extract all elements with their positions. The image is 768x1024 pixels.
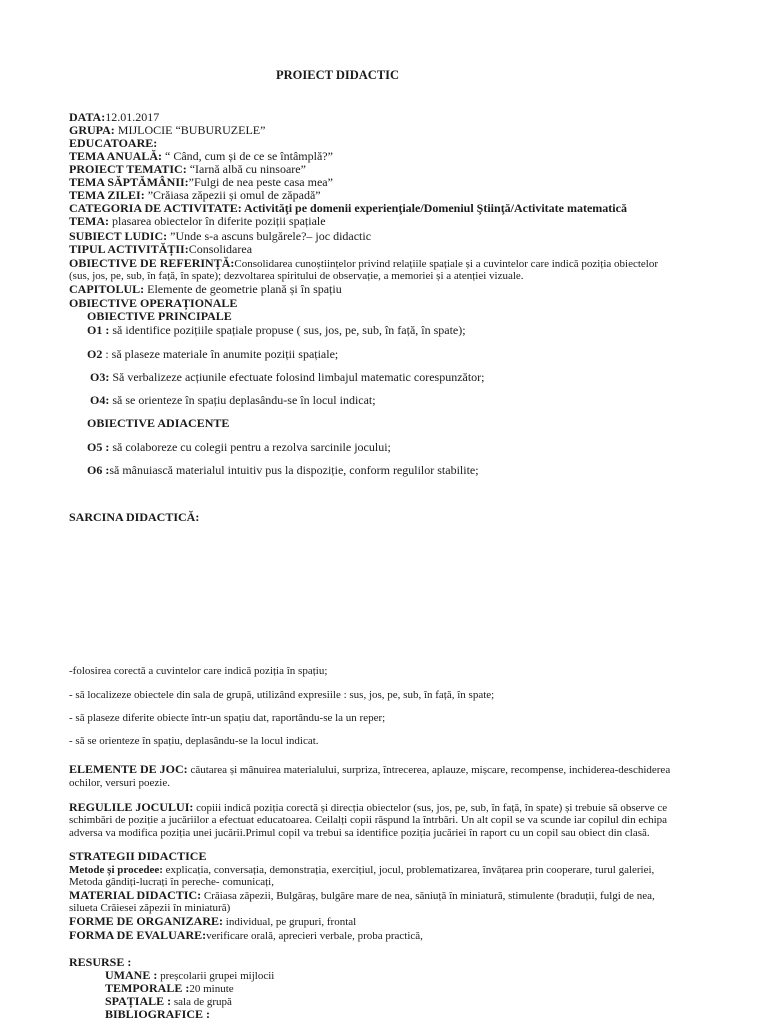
o4-label: O4: [90, 393, 110, 407]
o5-text: să colaboreze cu colegii pentru a rezolva sarcinile jocului; [109, 440, 391, 454]
resurse-heading: RESURSE : [69, 955, 132, 969]
grupa-label: GRUPA: [69, 123, 115, 137]
temporale-text: 20 minute [189, 983, 234, 995]
obiective-principale-heading: OBIECTIVE PRINCIPALE [87, 309, 232, 323]
o2-label: O2 [87, 347, 103, 361]
spatiale-label: SPAȚIALE : [105, 994, 172, 1008]
regulile-jocului-text-2: schimbări de poziție a jucăriilor a efectuat educatoarea. Ceilalți copii răspund la întrbări. Un alt copil se va scunde iar copilul din echipa [69, 814, 668, 826]
strategii-didactice-heading: STRATEGII DIDACTICE [69, 849, 207, 863]
elemente-de-joc-label: ELEMENTE DE JOC: [69, 762, 188, 776]
tipul-activitatii-value: Consolidarea [188, 242, 253, 256]
o6-text: să mânuiască materialul intuitiv pus la dispoziție, conform regulilor stabilite; [109, 463, 479, 477]
obiective-referinta-value-1: Consolidarea cunoștiințelor privind relațiile spațiale și a cuvintelor care indică poziția obiectelor [234, 258, 659, 270]
o4-text: să se orienteze în spațiu deplasându-se în locul indicat; [109, 393, 376, 407]
o5-label: O5 : [87, 440, 110, 454]
tipul-activitatii-label: TIPUL ACTIVITĂȚII: [69, 242, 189, 256]
objective-o1 [87, 323, 466, 337]
data-line [69, 110, 159, 124]
regulile-jocului-label: REGULILE JOCULUI: [69, 800, 194, 814]
data-value: 12.01.2017 [105, 110, 160, 124]
forme-organizare-text: individual, pe grupuri, frontal [223, 916, 357, 928]
elemente-de-joc-text-1: căutarea și mânuirea materialului, surpriza, întrecerea, aplauze, mișcare, recompense, inchiderea-deschiderea [187, 764, 671, 776]
o1-label: O1 : [87, 323, 110, 337]
material-text-2: silueta Crăiesei zăpezii în miniatură) [69, 902, 231, 914]
tema-anuala-line [69, 149, 333, 163]
bibliografice-label: BIBLIOGRAFICE : [105, 1007, 211, 1021]
proiect-tematic-line [69, 162, 306, 176]
sarcina-didactica-heading: SARCINA DIDACTICĂ: [69, 510, 200, 524]
tema-zilei-line [69, 188, 321, 202]
sarcina-item: - să localizeze obiectele din sala de grupă, utilizând expresiile : sus, jos, pe, sub, în față, în spate; [69, 689, 495, 701]
temporale-label: TEMPORALE : [105, 981, 190, 995]
objective-o5 [87, 440, 391, 454]
obiective-adiacente-heading: OBIECTIVE ADIACENTE [87, 416, 230, 430]
tipul-activitatii-line [69, 242, 252, 256]
elemente-de-joc-line-1 [69, 762, 670, 777]
proiect-tematic-label: PROIECT TEMATIC: [69, 162, 187, 176]
umane-label: UMANE : [105, 968, 158, 982]
o2-text: : să plaseze materiale în anumite poziții spațiale; [102, 347, 339, 361]
umane-text: preșcolarii grupei mijlocii [157, 970, 275, 982]
forma-evaluare-label: FORMA DE EVALUARE: [69, 928, 207, 942]
o3-text: Să verbalizeze acțiunile efectuate folosind limbajul matematic corespunzător; [109, 370, 485, 384]
obiective-referinta-value-2: (sus, jos, pe, sub, în față, în spate); dezvoltarea spiritului de observație, a memoriei și a atenției vizuale. [69, 270, 524, 282]
sarcina-item: - să se orienteze în spațiu, deplasându-se la locul indicat. [69, 735, 319, 747]
objective-o4 [90, 393, 376, 407]
tema-line [69, 214, 326, 228]
categoria-line [69, 201, 627, 215]
subiect-ludic-label: SUBIECT LUDIC: [69, 229, 168, 243]
tema-label: TEMA: [69, 214, 109, 228]
grupa-value: MIJLOCIE “BUBURUZELE” [114, 123, 266, 137]
tema-anuala-label: TEMA ANUALĂ: [69, 149, 163, 163]
categoria-value: Activităţi pe domenii experienţiale/Domeniul Ştiinţă/Activitate matematică [241, 201, 627, 215]
categoria-label: CATEGORIA DE ACTIVITATE: [69, 201, 242, 215]
educatoare-label: EDUCATOARE: [69, 136, 158, 150]
tema-zilei-label: TEMA ZILEI: [69, 188, 145, 202]
regulile-jocului-text-1: copiii indică poziția corectă și direcția obiectelor (sus, jos, pe, sub, în față, în spate) și trebuie să observe ce [193, 802, 668, 814]
objective-o6 [87, 463, 479, 477]
subiect-ludic-value: ”Unde s-a ascuns bulgărele?– joc didactic [167, 229, 372, 243]
tema-saptamanii-label: TEMA SĂPTĂMÂNII: [69, 175, 189, 189]
tema-zilei-value: ”Crăiasa zăpezii și omul de zăpadă” [144, 188, 321, 202]
objective-o2 [87, 347, 338, 361]
o3-label: O3: [90, 370, 110, 384]
tema-value: plasarea obiectelor în diferite poziții spațiale [109, 214, 326, 228]
forme-organizare-line [69, 914, 356, 929]
metode-label: Metode și procedee: [69, 864, 163, 876]
tema-saptamanii-line [69, 175, 333, 189]
grupa-line [69, 123, 265, 137]
capitolul-line [69, 282, 342, 296]
subiect-ludic-line [69, 229, 371, 243]
elemente-de-joc-text-2: ochilor, versuri poezie. [69, 777, 170, 789]
metode-text-1: explicația, conversația, demonstrația, exercițiul, jocul, problematizarea, învățarea prin cooperare, turul galeriei, [162, 864, 655, 876]
proiect-tematic-value: “Iarnă albă cu ninsoare” [186, 162, 306, 176]
material-label: MATERIAL DIDACTIC: [69, 888, 202, 902]
capitolul-label: CAPITOLUL: [69, 282, 145, 296]
o1-text: să identifice pozițiile spațiale propuse ( sus, jos, pe, sub, în față, în spate); [109, 323, 466, 337]
material-text-1: Crăiasa zăpezii, Bulgăraș, bulgăre mare de nea, săniuță în miniatură, stimulente (braduții, fulgi de nea, [201, 890, 655, 902]
o6-label: O6 : [87, 463, 110, 477]
tema-saptamanii-value: ”Fulgi de nea peste casa mea” [188, 175, 333, 189]
forme-organizare-label: FORME DE ORGANIZARE: [69, 914, 224, 928]
spatiale-text: sala de grupă [171, 996, 232, 1008]
document-title: PROIECT DIDACTIC [276, 68, 400, 82]
metode-text-2: Metoda gândiți-lucrați în pereche- comunicați, [69, 876, 274, 888]
capitolul-value: Elemente de geometrie plană și în spațiu [144, 282, 342, 296]
objective-o3 [90, 370, 485, 384]
tema-anuala-value: “ Când, cum și de ce se întâmplă?” [162, 149, 333, 163]
sarcina-item: -folosirea corectă a cuvintelor care indică poziția în spațiu; [69, 665, 328, 677]
sarcina-item: - să plaseze diferite obiecte într-un spațiu dat, raportându-se la un reper; [69, 712, 386, 724]
forma-evaluare-text: verificare orală, aprecieri verbale, proba practică, [206, 930, 423, 942]
obiective-referinta-label: OBIECTIVE DE REFERINȚĂ: [69, 256, 235, 270]
forma-evaluare-line [69, 928, 423, 943]
obiective-operationale-heading: OBIECTIVE OPERAȚIONALE [69, 296, 238, 310]
regulile-jocului-text-3: adversa va modifica poziția unei jucării.Primul copil va trebui sa identifice poziția jucăriei în raport cu un copil sau obiect din clasă. [69, 827, 650, 839]
data-label: DATA: [69, 110, 106, 124]
